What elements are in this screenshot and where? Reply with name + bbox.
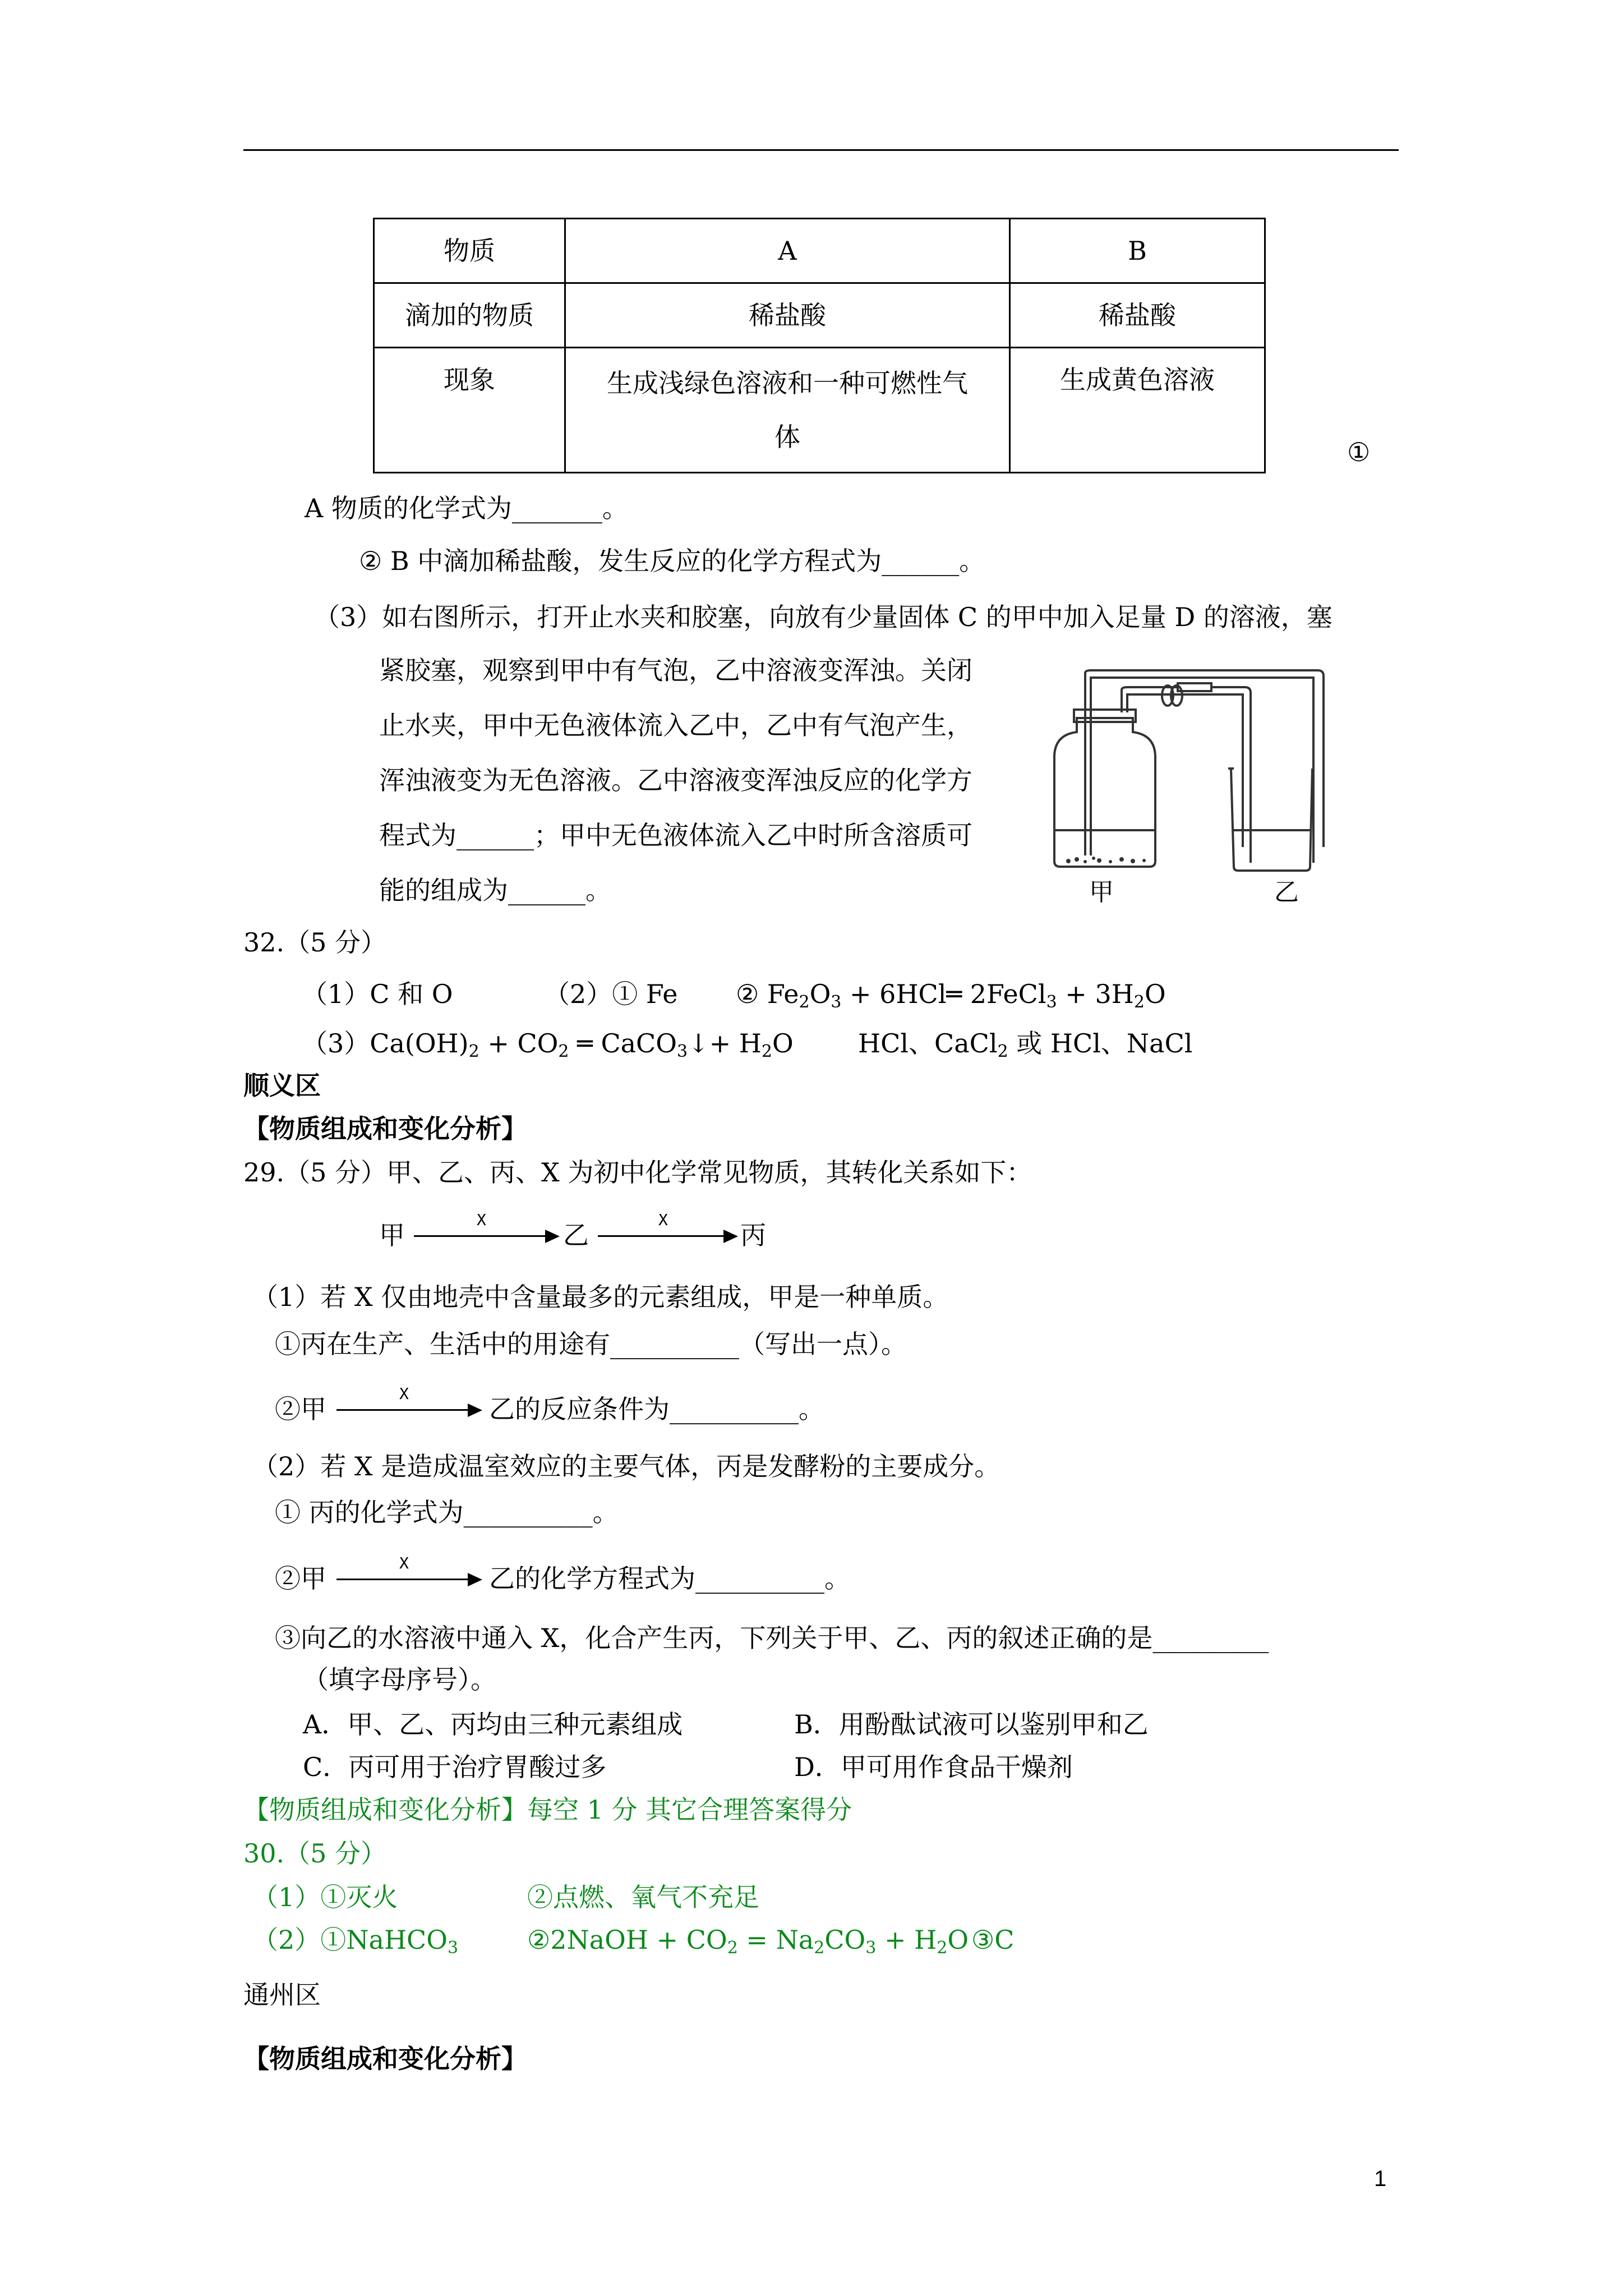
district-shunyi: 顺义区 <box>243 1070 321 1101</box>
eq-text: + H <box>876 1925 937 1955</box>
option-a: A．甲、乙、丙均由三种元素组成 <box>303 1709 683 1740</box>
table-cell <box>565 348 1010 473</box>
q3-line1: （3）如右图所示，打开止水夹和胶塞，向放有少量固体 C 的甲中加入足量 D 的溶液，塞 <box>314 602 1332 632</box>
subscript: 2 <box>761 1042 772 1061</box>
subscript: 2 <box>814 1938 825 1958</box>
ans30-l2c: ③C <box>971 1925 1015 1955</box>
arrow-label: X <box>399 1384 409 1403</box>
district-tongzhou: 通州区 <box>243 1980 321 2010</box>
page-number: 1 <box>1374 2166 1387 2191</box>
circle-marker: ① <box>1347 437 1371 467</box>
eq-text: + 3H <box>1057 979 1134 1009</box>
q29-p1-1: ①丙在生产、生活中的用途有__________（写出一点）。 <box>275 1329 907 1359</box>
subscript: 2 <box>1133 992 1145 1012</box>
ans32-l2b <box>858 1027 1193 1060</box>
ans30-l1b: ②点燃、氧气不充足 <box>527 1882 759 1912</box>
reaction-arrow <box>414 1211 560 1245</box>
reaction-arrow <box>336 1384 483 1419</box>
q3-line3: 止水夹，甲中无色液体流入乙中，乙中有气泡产生， <box>379 710 972 740</box>
label-jia: 甲 <box>1089 878 1114 907</box>
ans30-l2a <box>252 1923 458 1957</box>
q29-p1: （1）若 X 仅由地壳中含量最多的元素组成，甲是一种单质。 <box>252 1282 949 1312</box>
reaction-arrow <box>336 1554 483 1589</box>
chain-yi: 乙 <box>563 1220 589 1250</box>
q29-p2-2-post: 乙的化学方程式为__________。 <box>489 1563 850 1594</box>
table-row <box>374 219 1265 283</box>
table-row <box>374 348 1265 473</box>
option-c: C．丙可用于治疗胃酸过多 <box>303 1752 607 1782</box>
subscript: 3 <box>1046 992 1057 1012</box>
phenomenon-a-line2: 体 <box>774 422 800 452</box>
apparatus-figure <box>1043 662 1335 909</box>
q3-line2: 紧胶塞，观察到甲中有气泡，乙中溶液变浑浊。关闭 <box>379 655 972 685</box>
ans30-header: 【物质组成和变化分析】每空 1 分 其它合理答案得分 <box>243 1795 852 1825</box>
subscript: 3 <box>831 992 842 1012</box>
chain-bing: 丙 <box>740 1220 766 1250</box>
reaction-arrow <box>598 1211 738 1245</box>
ans30-l1a: （1）①灭火 <box>252 1882 398 1912</box>
question-a: A 物质的化学式为_______。 <box>305 493 628 523</box>
header-rule <box>243 149 1399 151</box>
eq-text: HCl、CaCl <box>858 1028 998 1059</box>
ans32-l1a: （1）C 和 O <box>302 979 453 1009</box>
table-cell: A <box>565 219 1010 283</box>
q29-p2-1: ① 丙的化学式为__________。 <box>275 1497 619 1527</box>
arrow-label: X <box>658 1211 668 1229</box>
arrow-label: X <box>399 1554 409 1572</box>
table-cell: 生成黄色溶液 <box>1010 348 1265 473</box>
eq-text: + 6HCl═ 2FeCl <box>841 979 1046 1009</box>
table-cell: 物质 <box>374 219 565 283</box>
q29-p1-2-pre: ②甲 <box>275 1394 326 1424</box>
q29-title: 29.（5 分）甲、乙、丙、X 为初中化学常见物质，其转化关系如下： <box>243 1157 1032 1188</box>
table-cell: 现象 <box>374 348 565 473</box>
q29-p2-2-pre: ②甲 <box>275 1563 326 1594</box>
subscript: 2 <box>558 1042 569 1061</box>
arrow-label: X <box>477 1211 486 1229</box>
table-cell: 滴加的物质 <box>374 283 565 348</box>
ans32-l1b: （2）① Fe <box>544 979 678 1009</box>
eq-text: 或 HCl、NaCl <box>1008 1028 1193 1059</box>
eq-text: ═ CaCO <box>569 1028 677 1059</box>
section-heading: 【物质组成和变化分析】 <box>243 2044 527 2074</box>
eq-text: CO <box>824 1925 866 1955</box>
eq-text: + CO <box>479 1028 559 1059</box>
eq-text: ↓+ H <box>688 1028 762 1059</box>
ans32-title: 32.（5 分） <box>243 927 387 958</box>
label-yi: 乙 <box>1274 878 1299 907</box>
table-cell: 稀盐酸 <box>1010 283 1265 348</box>
q3-line6: 能的组成为______。 <box>379 875 611 905</box>
subscript: 2 <box>997 1042 1008 1061</box>
subscript: 3 <box>676 1042 688 1061</box>
table-cell: B <box>1010 219 1265 283</box>
table-cell: 稀盐酸 <box>565 283 1010 348</box>
q29-p1-2-post: 乙的反应条件为__________。 <box>489 1394 824 1424</box>
eq-text: = Na <box>737 1925 814 1955</box>
option-b: B．用酚酞试液可以鉴别甲和乙 <box>794 1709 1149 1740</box>
eq-text: O <box>1144 979 1166 1009</box>
subscript: 2 <box>799 992 810 1012</box>
q3-line5: 程式为______；甲中无色液体流入乙中时所含溶质可 <box>379 820 972 850</box>
section-heading: 【物质组成和变化分析】 <box>243 1114 527 1144</box>
subscript: 3 <box>447 1938 459 1958</box>
ans32-l2 <box>302 1027 794 1060</box>
subscript: 2 <box>727 1938 738 1958</box>
q3-line4: 浑浊液变为无色溶液。乙中溶液变浑浊反应的化学方 <box>379 765 972 795</box>
eq-text: （2）①NaHCO <box>252 1925 448 1955</box>
question-b: ② B 中滴加稀盐酸，发生反应的化学方程式为______。 <box>359 546 985 576</box>
subscript: 2 <box>468 1042 479 1061</box>
table-row <box>374 283 1265 348</box>
ans32-l1c <box>736 977 1166 1011</box>
eq-text: ②2NaOH + CO <box>527 1925 727 1955</box>
q29-p2: （2）若 X 是造成温室效应的主要气体，丙是发酵粉的主要成分。 <box>252 1451 1000 1481</box>
eq-text: （3）Ca(OH) <box>302 1028 469 1059</box>
phenomenon-table <box>373 218 1266 473</box>
subscript: 3 <box>865 1938 877 1958</box>
q29-p2-3: ③向乙的水溶液中通入 X，化合产生丙，下列关于甲、乙、丙的叙述正确的是_________ <box>275 1623 1269 1653</box>
eq-text: ② Fe <box>736 979 799 1009</box>
ans30-l2b <box>527 1923 969 1957</box>
eq-text: O <box>772 1028 794 1059</box>
eq-text: O <box>809 979 831 1009</box>
subscript: 2 <box>937 1938 948 1958</box>
phenomenon-a-line1: 生成浅绿色溶液和一种可燃性气 <box>607 368 968 398</box>
ans30-title: 30.（5 分） <box>243 1838 387 1869</box>
chain-jia: 甲 <box>379 1220 405 1250</box>
eq-text: O <box>947 1925 969 1955</box>
option-d: D．甲可用作食品干燥剂 <box>794 1752 1073 1782</box>
q29-p2-3b: （填字母序号）。 <box>303 1664 496 1695</box>
